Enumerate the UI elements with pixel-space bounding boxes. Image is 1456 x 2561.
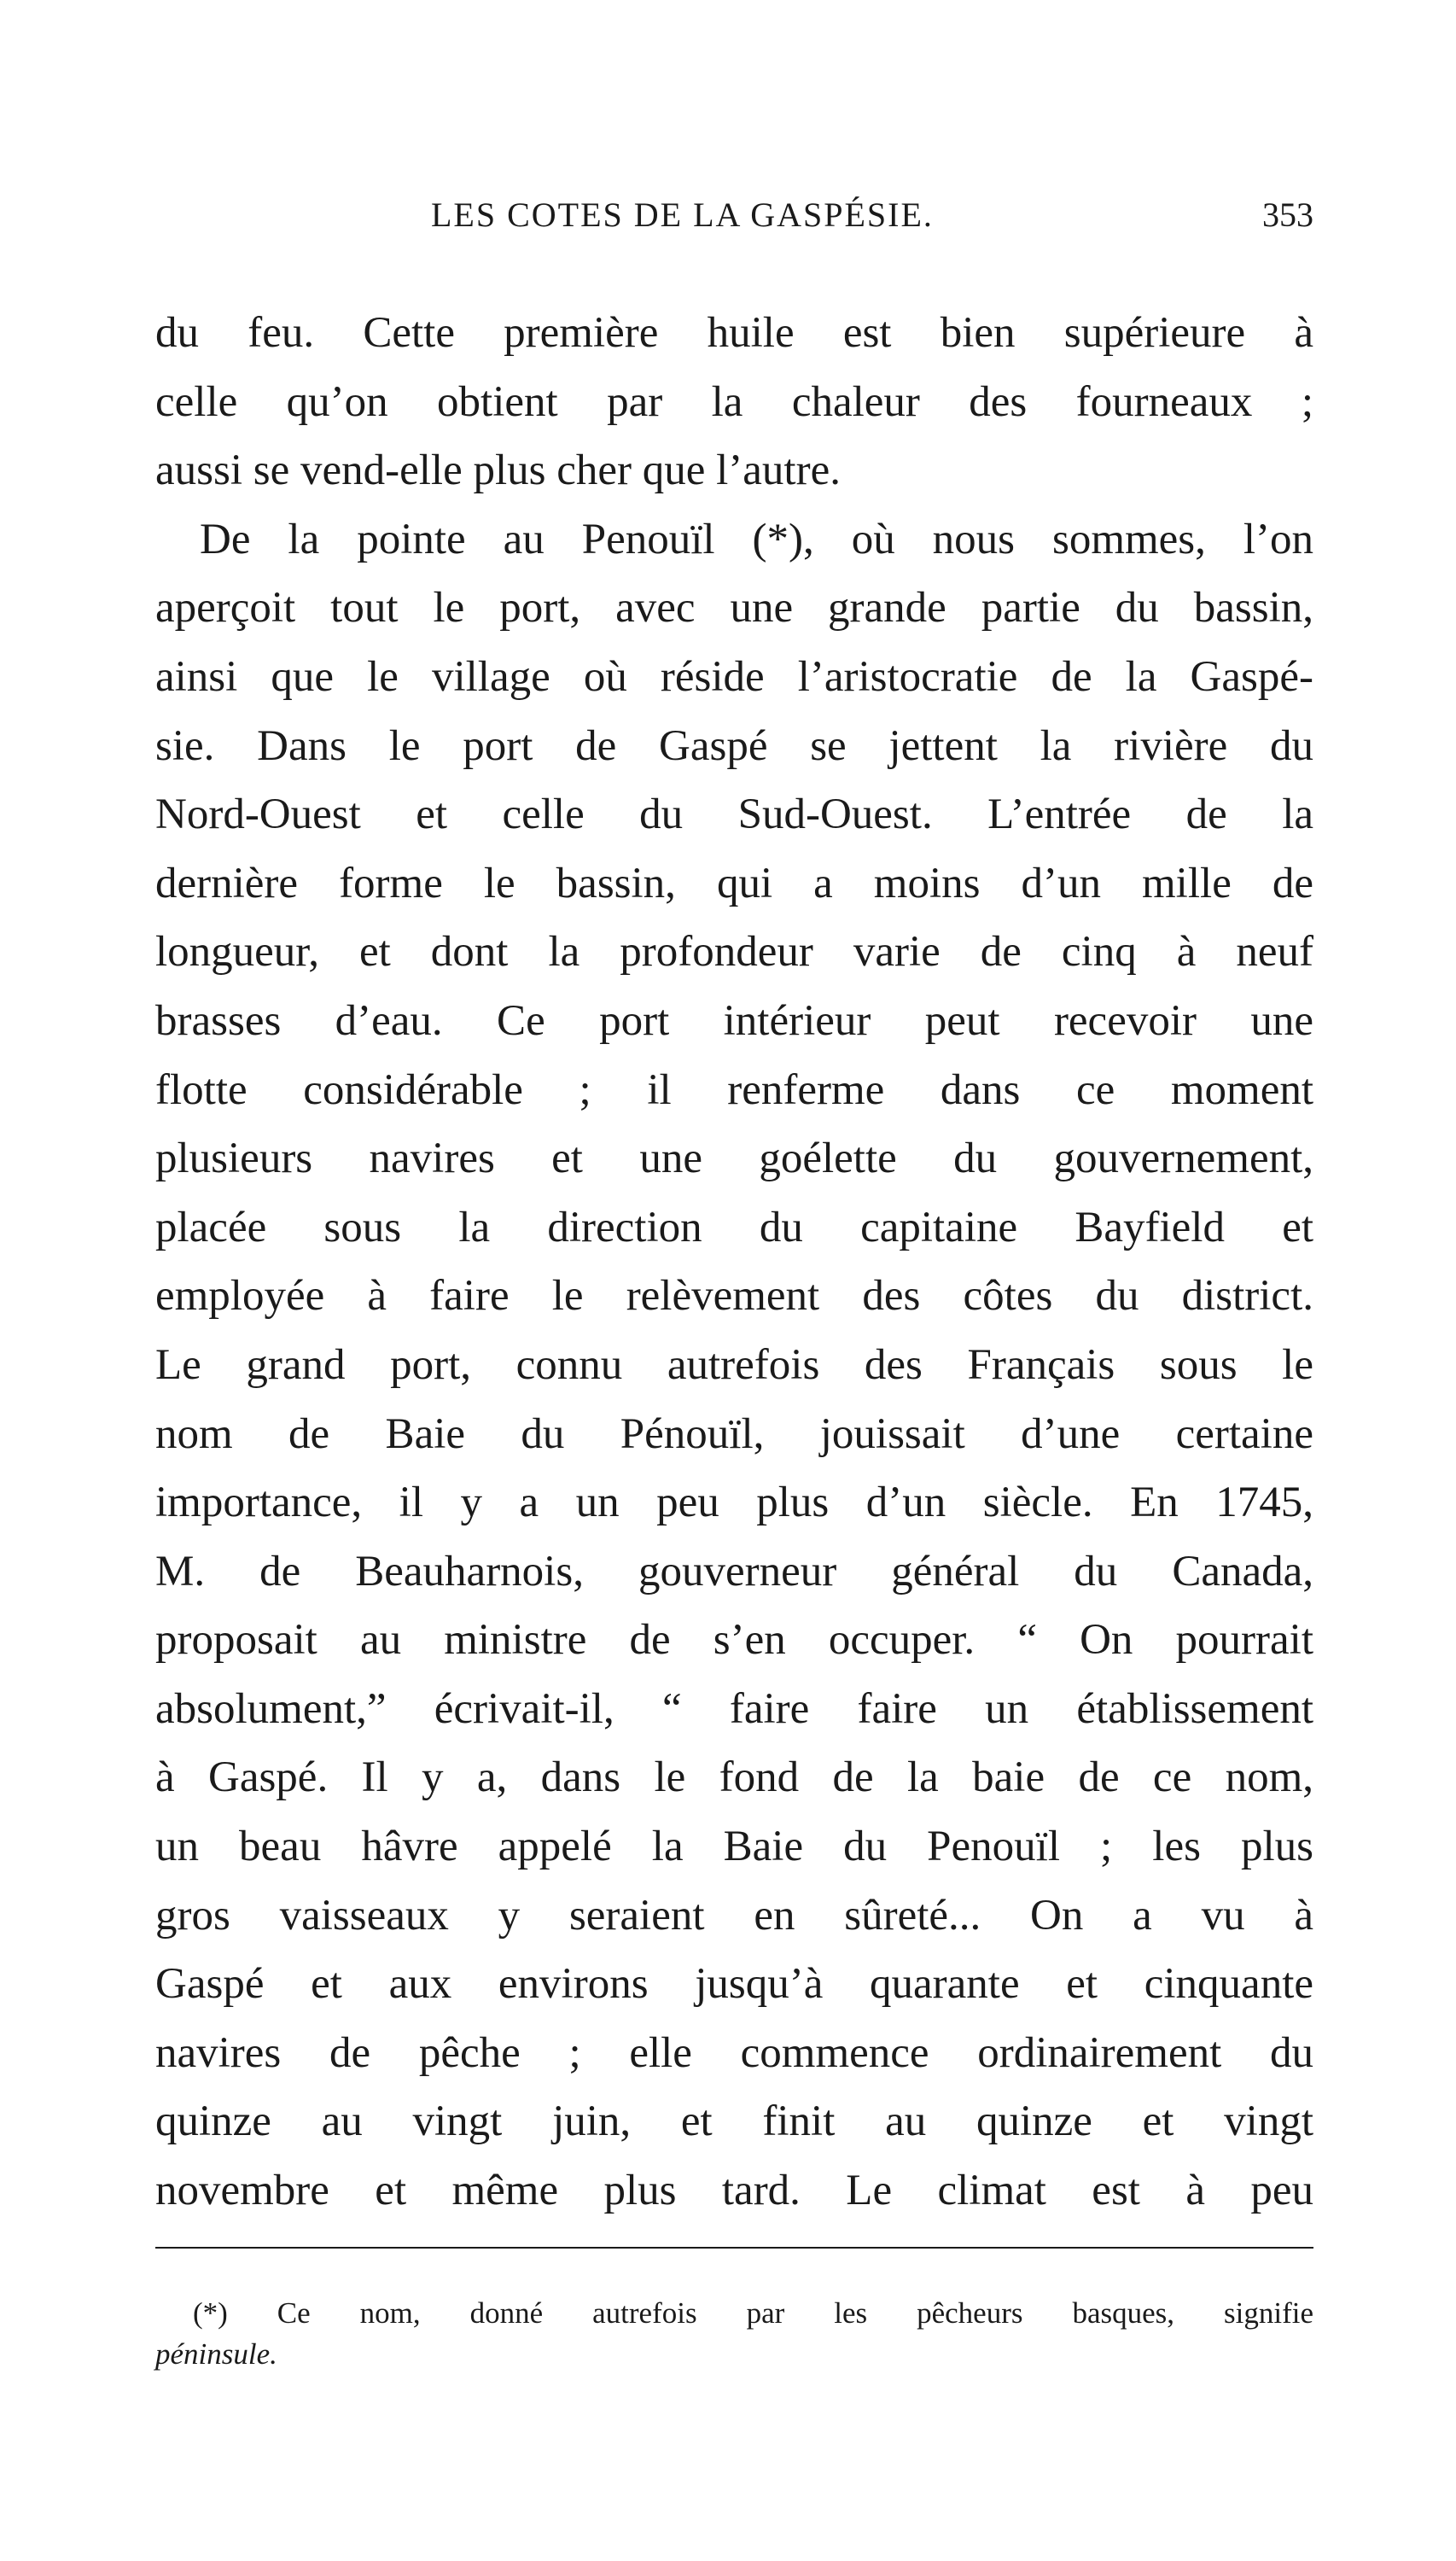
text-line: brasses d’eau. Ce port intérieur peut recevoir une [155,996,1313,1045]
text-line: celle qu’on obtient par la chaleur des fourneaux ; [155,377,1313,426]
text-line: aperçoit tout le port, avec une grande partie du bassin, [155,584,1313,633]
body-text [155,299,1313,2226]
text-line: placée sous la direction du capitaine Bayfield et [155,1203,1313,1251]
running-title: LES COTES DE LA GASPÉSIE. [431,195,934,234]
text-line: ainsi que le village où réside l’aristocratie de la Gaspé- [155,652,1313,701]
text-line: Le grand port, connu autrefois des Français sous le [155,1340,1313,1389]
text-line: navires de pêche ; elle commence ordinairement du [155,2028,1313,2077]
text-line: Gaspé et aux environs jusqu’à quarante et cinquante [155,1960,1313,2009]
text-line: novembre et même plus tard. Le climat est à peu [155,2167,1313,2215]
footnote [155,2293,1313,2375]
text-line: importance, il y a un peu plus d’un siècle. En 1745, [155,1479,1313,1527]
text-line: sie. Dans le port de Gaspé se jettent la rivière du [155,721,1313,770]
text-line: absolument,” écrivait-il, “ faire faire un établissement [155,1684,1313,1733]
footnote-line: péninsule. [155,2337,277,2371]
page-number: 353 [1262,195,1313,234]
text-line: nom de Baie du Pénouïl, jouissait d’une certaine [155,1409,1313,1458]
text-line: proposait au ministre de s’en occuper. “ On pourrait [155,1616,1313,1665]
footnote-divider [155,2247,1313,2249]
text-line: du feu. Cette première huile est bien supérieure à [155,309,1313,357]
text-line: quinze au vingt juin, et finit au quinze et vingt [155,2097,1313,2146]
text-line: un beau hâvre appelé la Baie du Penouïl ; les plus [155,1823,1313,1871]
text-line: longueur, et dont la profondeur varie de cinq à neuf [155,928,1313,977]
text-line: aussi se vend-elle plus cher que l’autre. [155,446,841,495]
text-line: flotte considérable ; il renferme dans ce moment [155,1065,1313,1114]
text-line: Nord-Ouest et celle du Sud-Ouest. L’entrée de la [155,790,1313,839]
footnote-line: (*) Ce nom, donné autrefois par les pêcheurs basques, signifie [193,2296,1313,2330]
text-line: dernière forme le bassin, qui a moins d’un mille de [155,859,1313,907]
text-line: gros vaisseaux y seraient en sûreté... On a vu à [155,1891,1313,1940]
text-line: plusieurs navires et une goélette du gouvernement, [155,1135,1313,1183]
text-line: De la pointe au Penouïl (*), où nous sommes, l’on [200,515,1313,563]
text-line: M. de Beauharnois, gouverneur général du Canada, [155,1547,1313,1596]
text-line: employée à faire le relèvement des côtes du district. [155,1272,1313,1321]
text-line: à Gaspé. Il y a, dans le fond de la baie de ce nom, [155,1753,1313,1802]
